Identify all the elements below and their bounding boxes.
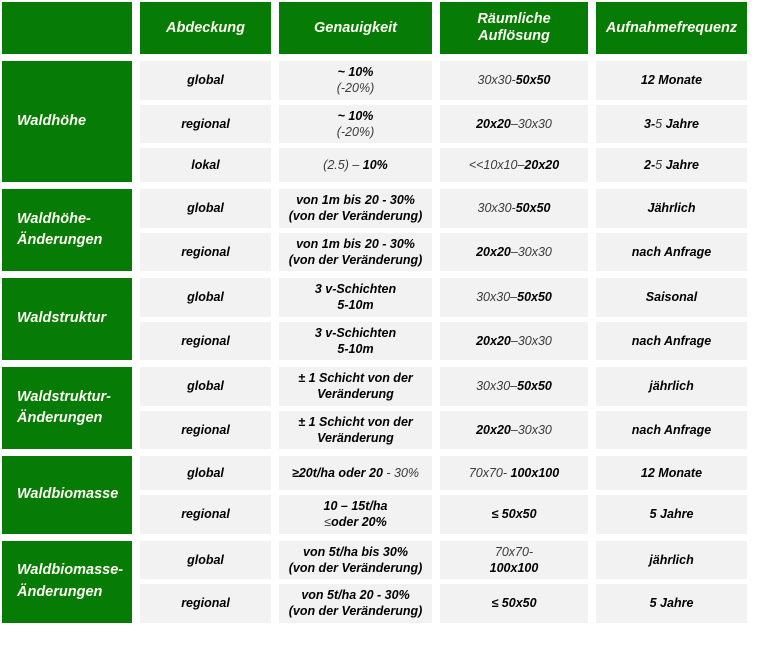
accuracy-cell-line [296,236,415,252]
row-group-waldstruktur-änderungen [2,367,749,449]
resolution-cell [440,322,588,361]
resolution-cell [440,367,588,406]
resolution-cell-text: 20x20 [476,333,511,348]
accuracy-cell-line [324,498,388,514]
resolution-cell-text: 20x20 [476,244,511,259]
column-header-abdeckung [140,2,271,54]
frequency-cell [596,584,747,623]
frequency-cell-text: Saisonal [645,290,698,305]
group-label-waldhöhe-änderungen [2,189,132,271]
group-label-line: Änderungen [17,583,103,600]
coverage-cell: global [140,278,271,317]
frequency-cell-text: 2- [644,157,656,172]
accuracy-cell [279,189,432,228]
resolution-cell-text: –30x30 [510,422,552,437]
coverage-cell: global [140,189,271,228]
frequency-cell-text: 5 [655,157,666,172]
accuracy-cell-line [317,430,394,446]
accuracy-cell-line [289,208,423,224]
group-label-line: Änderungen [17,410,103,426]
frequency-cell-text: 5 [655,116,666,131]
accuracy-cell [279,495,432,534]
row-group-waldbiomasse [2,456,749,534]
frequency-cell [596,495,747,534]
resolution-cell-text: <<10x10– [468,157,525,172]
accuracy-cell-line [315,325,396,341]
resolution-cell-text: 30x30– [476,379,518,394]
accuracy-cell-line [317,386,394,402]
frequency-cell-line [650,506,694,522]
frequency-cell [596,148,747,182]
frequency-cell-line [646,289,697,305]
accuracy-cell-line [315,281,396,297]
resolution-cell-text: 30x30- [477,73,516,88]
accuracy-cell [279,367,432,406]
row-group-waldhöhe [2,61,749,182]
frequency-cell-text: jährlich [649,379,694,394]
group-label-waldbiomasse [2,456,132,534]
accuracy-cell-text: 3 v-Schichten [314,282,397,296]
frequency-cell-line [632,333,711,349]
coverage-cell: regional [140,233,271,272]
accuracy-cell-line [296,192,415,208]
resolution-cell-text: 50x50 [515,73,551,88]
resolution-cell [440,189,588,228]
column-header-line: Aufnahmefrequenz [605,19,738,36]
frequency-cell-line [649,552,693,568]
resolution-cell-text: 70x70- [494,544,534,559]
accuracy-cell-text: ± 1 Schicht von der [298,414,413,429]
accuracy-cell-text: 3 v-Schichten [314,325,397,340]
accuracy-cell-line [292,465,419,481]
frequency-cell-text: 5 Jahre [649,596,694,611]
frequency-cell [596,189,747,228]
forest-requirements-table [2,2,749,630]
frequency-cell-line [632,244,711,260]
resolution-cell-text: 100x100 [510,465,560,480]
frequency-cell-text: 12 Monate [640,73,703,88]
group-label-waldstruktur [2,278,132,360]
group-label-line: Waldstruktur- [17,388,111,405]
accuracy-cell-text: ≤ [324,515,332,530]
accuracy-cell-line [337,124,375,140]
accuracy-cell [279,61,432,100]
resolution-cell [440,61,588,100]
frequency-cell [596,541,747,580]
accuracy-cell-text: - 30% [386,465,420,480]
accuracy-cell-text: ~ 10% [337,65,374,79]
frequency-cell-line [644,116,699,132]
accuracy-cell [279,456,432,490]
resolution-cell [440,541,588,580]
resolution-cell-line [469,157,559,173]
frequency-cell-line [644,157,699,173]
column-header-line: Abdeckung [166,19,245,36]
resolution-cell-line [478,200,551,216]
column-header-line: Genauigkeit [314,19,397,36]
accuracy-cell-line [298,414,413,430]
accuracy-cell-text: 10% [362,157,388,172]
coverage-cell: regional [140,584,271,623]
accuracy-cell-text: Veränderung [317,387,394,402]
coverage-cell: lokal [140,148,271,182]
accuracy-cell-text: (-20%) [336,81,375,96]
accuracy-cell-line [301,587,409,603]
frequency-cell [596,61,747,100]
group-label-line: Änderungen [17,232,103,248]
resolution-cell [440,105,588,144]
accuracy-cell-line [289,560,423,576]
group-label-line: Waldstruktur [17,310,107,327]
resolution-cell-line [491,506,536,522]
resolution-cell-text: 100x100 [489,560,539,575]
resolution-cell-text: 30x30- [477,201,516,216]
accuracy-cell-text: von 5t/ha bis 30% [303,544,408,559]
resolution-cell-text: 70x70- [468,465,511,480]
accuracy-cell [279,233,432,272]
resolution-cell [440,411,588,450]
resolution-cell-text: 50x50 [517,290,552,305]
resolution-cell-text: 50x50 [515,201,551,216]
accuracy-cell-line [337,80,375,96]
frequency-cell-text: Jährlich [647,201,696,216]
frequency-cell-line [649,378,693,394]
resolution-cell-text: 20x20 [524,157,560,172]
accuracy-cell-text: (-20%) [336,124,375,139]
resolution-cell-line [491,595,536,611]
accuracy-cell-text: von 1m bis 20 - 30% [296,193,415,207]
accuracy-cell [279,322,432,361]
row-group-waldhöhe-änderungen [2,189,749,271]
accuracy-cell-line [323,157,388,173]
coverage-cell: regional [140,322,271,361]
column-header-aufnahmefrequenz [596,2,747,54]
accuracy-cell-line [338,108,374,124]
resolution-cell-text: –30x30 [510,244,552,259]
resolution-cell-line [476,289,552,305]
column-header-line: Räumliche [477,11,551,28]
accuracy-cell-text: (2.5) – [323,157,363,172]
accuracy-cell-text: 10 – 15t/ha [323,499,388,513]
resolution-cell [440,148,588,182]
accuracy-cell-line [337,341,373,357]
group-label-waldbiomasse-änderungen [2,541,132,623]
frequency-cell [596,278,747,317]
frequency-cell-text: Jahre [665,116,699,131]
resolution-cell-line [476,422,552,438]
resolution-cell-text: 20x20 [476,116,511,131]
frequency-cell-line [650,595,694,611]
table-header-row [2,2,749,54]
resolution-cell-line [476,333,552,349]
resolution-cell [440,456,588,490]
accuracy-cell-text: von 1m bis 20 - 30% [296,236,415,251]
frequency-cell [596,411,747,450]
frequency-cell [596,322,747,361]
accuracy-cell-text: 5-10m [337,341,374,356]
accuracy-cell-line [298,370,413,386]
resolution-cell-text: 50x50 [517,379,552,394]
frequency-cell [596,233,747,272]
accuracy-cell-line [338,64,374,80]
coverage-cell: regional [140,105,271,144]
coverage-cell: global [140,456,271,490]
group-label-line: Waldbiomasse [17,486,119,503]
resolution-cell-text: ≤ 50x50 [491,596,537,611]
frequency-cell-line [648,200,696,216]
accuracy-cell-line [324,514,386,530]
frequency-cell-line [641,465,702,481]
frequency-cell-text: 3- [644,116,656,131]
row-group-waldbiomasse-änderungen [2,541,749,623]
resolution-cell-text: 30x30– [476,290,518,305]
resolution-cell [440,278,588,317]
accuracy-cell-text: 5-10m [337,298,374,313]
accuracy-cell-text: ≥20t/ha oder 20 [291,465,387,480]
accuracy-cell-text: von 5t/ha 20 - 30% [301,588,410,602]
column-header-raeumliche-aufloesung [440,2,588,54]
accuracy-cell [279,105,432,144]
resolution-cell-line [495,544,533,560]
coverage-cell: global [140,61,271,100]
accuracy-cell-text: (von der Veränderung) [288,209,423,224]
accuracy-cell-text: (von der Veränderung) [288,604,423,619]
accuracy-cell-text: ~ 10% [337,108,374,123]
accuracy-cell [279,148,432,182]
column-header-genauigkeit [279,2,432,54]
coverage-cell: global [140,367,271,406]
column-header-line: Auflösung [478,28,550,44]
resolution-cell [440,233,588,272]
resolution-cell-text: ≤ 50x50 [491,507,537,522]
accuracy-cell-text: Veränderung [317,430,394,445]
frequency-cell [596,105,747,144]
frequency-cell-text: nach Anfrage [631,333,712,348]
coverage-cell: regional [140,495,271,534]
accuracy-cell-text: ± 1 Schicht von der [298,371,413,385]
row-group-waldstruktur [2,278,749,360]
coverage-cell: regional [140,411,271,450]
resolution-cell-line [469,465,559,481]
group-label-line: Waldbiomasse- [17,562,124,579]
frequency-cell-line [632,422,711,438]
resolution-cell-text: –30x30 [510,116,552,131]
column-header-row-label [2,2,132,54]
group-label-waldstruktur-änderungen [2,367,132,449]
resolution-cell-line [476,116,552,132]
resolution-cell-line [476,244,552,260]
accuracy-cell-text: (von der Veränderung) [288,252,423,267]
resolution-cell-line [478,72,551,88]
accuracy-cell-text: oder 20% [331,515,387,530]
frequency-cell-text: jährlich [649,552,694,567]
frequency-cell-text: nach Anfrage [631,422,712,437]
accuracy-cell-line [337,297,373,313]
frequency-cell [596,367,747,406]
group-label-waldhöhe [2,61,132,182]
frequency-cell-text: 5 Jahre [649,507,694,522]
resolution-cell-line [490,560,539,576]
resolution-cell-line [476,378,552,394]
resolution-cell [440,495,588,534]
frequency-cell-text: 12 Monate [640,465,703,480]
accuracy-cell-text: (von der Veränderung) [288,560,423,575]
accuracy-cell [279,541,432,580]
coverage-cell: global [140,541,271,580]
resolution-cell-text: –30x30 [510,333,552,348]
accuracy-cell [279,411,432,450]
accuracy-cell-line [289,252,423,268]
frequency-cell [596,456,747,490]
accuracy-cell-line [303,544,408,560]
accuracy-cell-line [289,603,423,619]
frequency-cell-text: nach Anfrage [631,244,712,259]
accuracy-cell [279,278,432,317]
frequency-cell-text: Jahre [665,157,699,172]
group-label-line: Waldhöhe [17,112,87,129]
frequency-cell-line [641,72,702,88]
accuracy-cell [279,584,432,623]
table-body [2,61,749,623]
resolution-cell [440,584,588,623]
resolution-cell-text: 20x20 [476,422,511,437]
group-label-line: Waldhöhe- [17,210,91,227]
